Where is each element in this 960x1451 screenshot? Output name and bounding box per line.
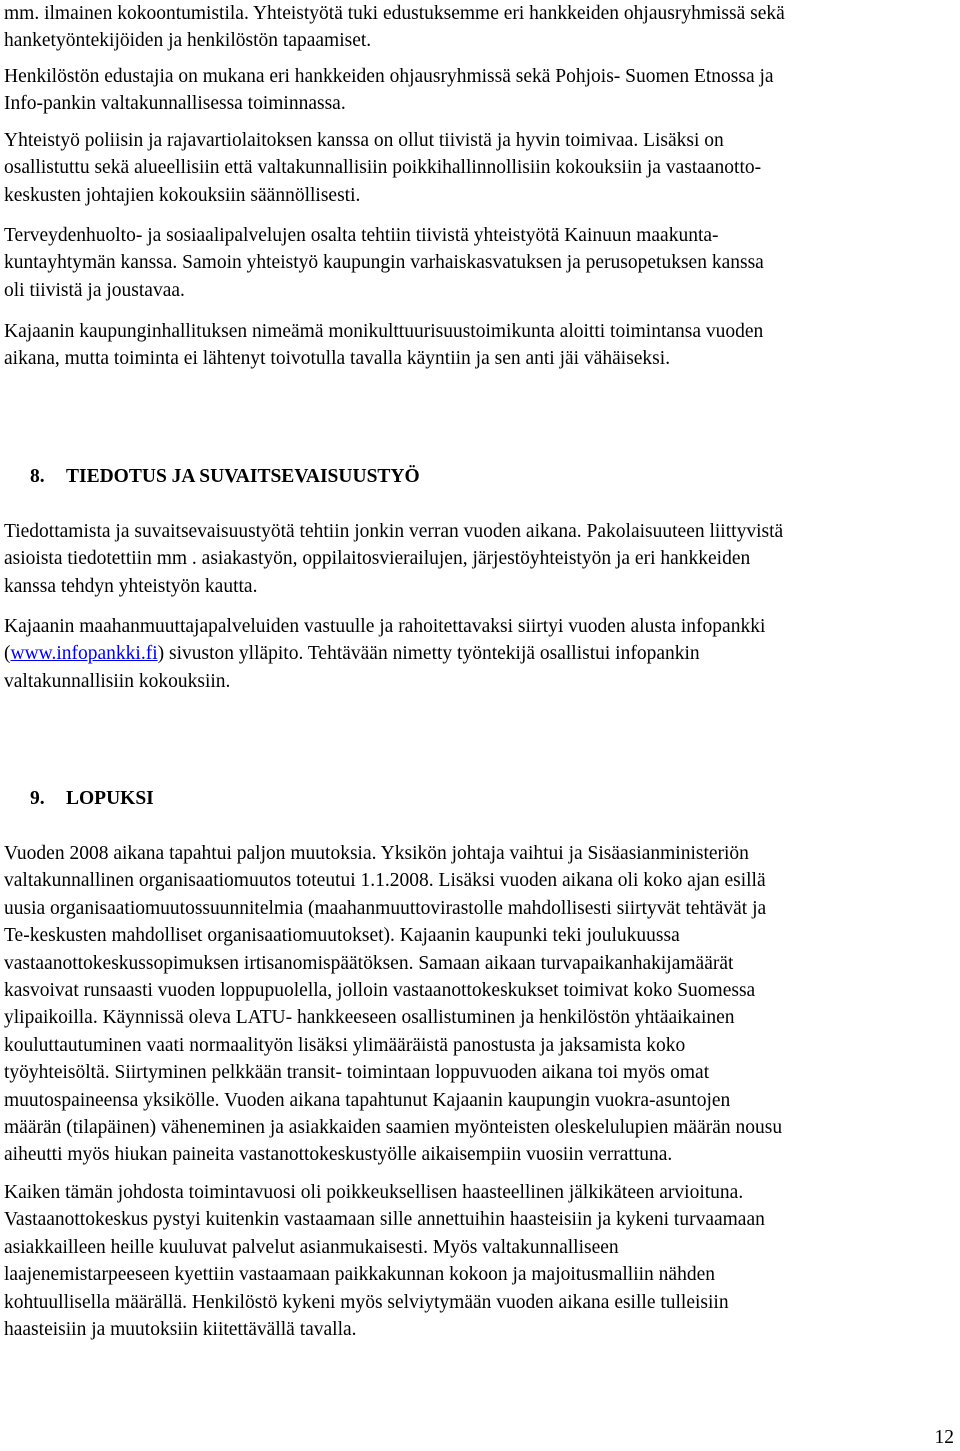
text-line: kuntayhtymän kanssa. Samoin yhteistyö kaupungin varhaiskasvatuksen ja perusopetuksen kanssa [4,252,764,274]
paragraph-year-2008-changes [4,840,954,1169]
text-line: Tiedottamista ja suvaitsevaisuustyötä tehtiin jonkin verran vuoden aikana. Pakolaisuuteen liittyvistä [4,521,784,542]
text-line: asioista tiedotettiin mm . asiakastyön, oppilaitosvierailujen, järjestöyhteistyön ja eri hankkeiden [4,548,751,570]
text-line: Terveydenhuolto- ja sosiaalipalvelujen osalta tehtiin tiivistä yhteistyötä Kainuun maakunta- [4,225,719,246]
text-line: kasvoivat runsaasti vuoden loppupuolella, jolloin vastaanottokeskukset toimivat koko Suomessa [4,980,756,1002]
text-line: asiakkailleen heille kuuluvat palvelut asianmukaisesti. Myös valtakunnalliseen [4,1236,619,1258]
infopankki-link[interactable]: www.infopankki.fi [10,643,158,665]
section-heading-8 [30,463,420,490]
text-line: Vuoden 2008 aikana tapahtui paljon muutoksia. Yksikön johtaja vaihtui ja Sisäasianministeriön [4,843,749,864]
section-title: TIEDOTUS JA SUVAITSEVAISUUSTYÖ [66,466,420,487]
section-heading-9 [30,785,154,812]
paragraph-multicultural-committee [4,318,954,373]
page-number: 12 [934,1427,954,1448]
section-number: 8. [30,466,45,487]
text-line: Yhteistyö poliisin ja rajavartiolaitoksen kanssa on ollut tiivistä ja hyvin toimivaa. Lisäksi on [4,130,724,151]
text-line: valtakunnallisiin kokouksiin. [4,670,231,692]
text-line [4,640,954,667]
paragraph-year-summary [4,1179,954,1343]
paragraph-staff-representatives [4,63,954,118]
text-line: laajenemistarpeeseen kyettiin vastaamaan paikkakunnan kokoon ja majoitusmalliin nähden [4,1264,715,1286]
text-line: Henkilöstön edustajia on mukana eri hankkeiden ohjausryhmissä sekä Pohjois- Suomen Etnossa ja [4,66,774,87]
paragraph-information-work [4,518,954,600]
text-line: mm. ilmainen kokoontumistila. Yhteistyötä tuki edustuksemme eri hankkeiden ohjausryhmissä sekä [4,3,785,24]
text-line: Kajaanin kaupunginhallituksen nimeämä monikulttuurisuustoimikunta aloitti toimintansa vuoden [4,321,764,342]
text-line: kanssa tehdyn yhteistyön kautta. [4,575,258,597]
text-line: Te-keskusten mahdolliset organisaatiomuutokset). Kajaanin kaupunki teki joulukuussa [4,925,680,947]
text-line: aikana, mutta toiminta ei lähtenyt toivotulla tavalla käyntiin ja sen anti jäi vähäiseksi. [4,348,671,370]
text-line: keskusten johtajien kokouksiin säännöllisesti. [4,184,361,206]
text-line: Info-pankin valtakunnallisessa toiminnassa. [4,93,346,115]
link-trailing-text: ) sivuston ylläpito. Tehtävään nimetty työntekijä osallistui infopankin [157,643,700,665]
text-line: muutospaineensa yksikölle. Vuoden aikana tapahtunut Kajaanin kaupungin vuokra-asuntojen [4,1089,731,1111]
text-line: ylipaikoilla. Käynnissä oleva LATU- hankkeeseen osallistuminen ja henkilöstön yhtäaikainen [4,1007,735,1029]
section-title: LOPUKSI [66,788,154,809]
text-line: osallistuttu sekä alueellisiin että valtakunnallisiin poikkihallinnollisiin kokouksiin ja vastaanotto- [4,157,762,179]
text-line: aiheutti myös hiukan paineita vastanottokeskustyölle aikaisempiin vuosiin verrattuna. [4,1144,673,1166]
paren-open: ( [4,643,11,665]
text-line: työyhteisöltä. Siirtyminen pelkkään transit- toimintaan loppuvuoden aikana toi myös omat [4,1062,710,1084]
text-line: hanketyöntekijöiden ja henkilöstön tapaamiset. [4,30,372,52]
text-line: kohtuullisella määrällä. Henkilöstö kykeni myös selviytymään vuoden aikana esille tulleisiin [4,1291,729,1313]
paragraph-infopankki [4,613,954,695]
text-line: Kajaanin maahanmuuttajapalveluiden vastuulle ja rahoitettavaksi siirtyi vuoden alusta infopankki [4,616,766,637]
text-line: valtakunnallinen organisaatiomuutos toteutui 1.1.2008. Lisäksi vuoden aikana oli koko ajan esillä [4,870,766,892]
paragraph-health-services [4,222,954,304]
paragraph-police-cooperation [4,127,954,209]
text-line: vastaanottokeskussopimuksen irtisanomispäätöksen. Samaan aikaan turvapaikanhakijamäärät [4,952,734,974]
text-line: uusia organisaatiomuutossuunnitelmia (maahanmuuttovirastolle mahdollisesti siirtyvät tehtävät ja [4,897,767,919]
paragraph-cooperation-support [4,0,954,55]
text-line: Kaiken tämän johdosta toimintavuosi oli poikkeuksellisen haasteellinen jälkikäteen arvioituna. [4,1182,744,1203]
section-number: 9. [30,788,45,809]
text-line: määrän (tilapäinen) väheneminen ja asiakkaiden saamien myönteisten oleskelulupien määrän nousu [4,1117,783,1139]
text-line: haasteisiin ja muutoksiin kiitettävällä tavalla. [4,1319,357,1341]
text-line: Vastaanottokeskus pystyi kuitenkin vastaamaan sille annettuihin haasteisiin ja kykeni turvaamaan [4,1209,765,1231]
text-line: kouluttautuminen vaati normaalityön lisäksi ylimääräistä panostusta ja jaksamista koko [4,1034,686,1056]
text-line: oli tiivistä ja joustavaa. [4,279,185,301]
